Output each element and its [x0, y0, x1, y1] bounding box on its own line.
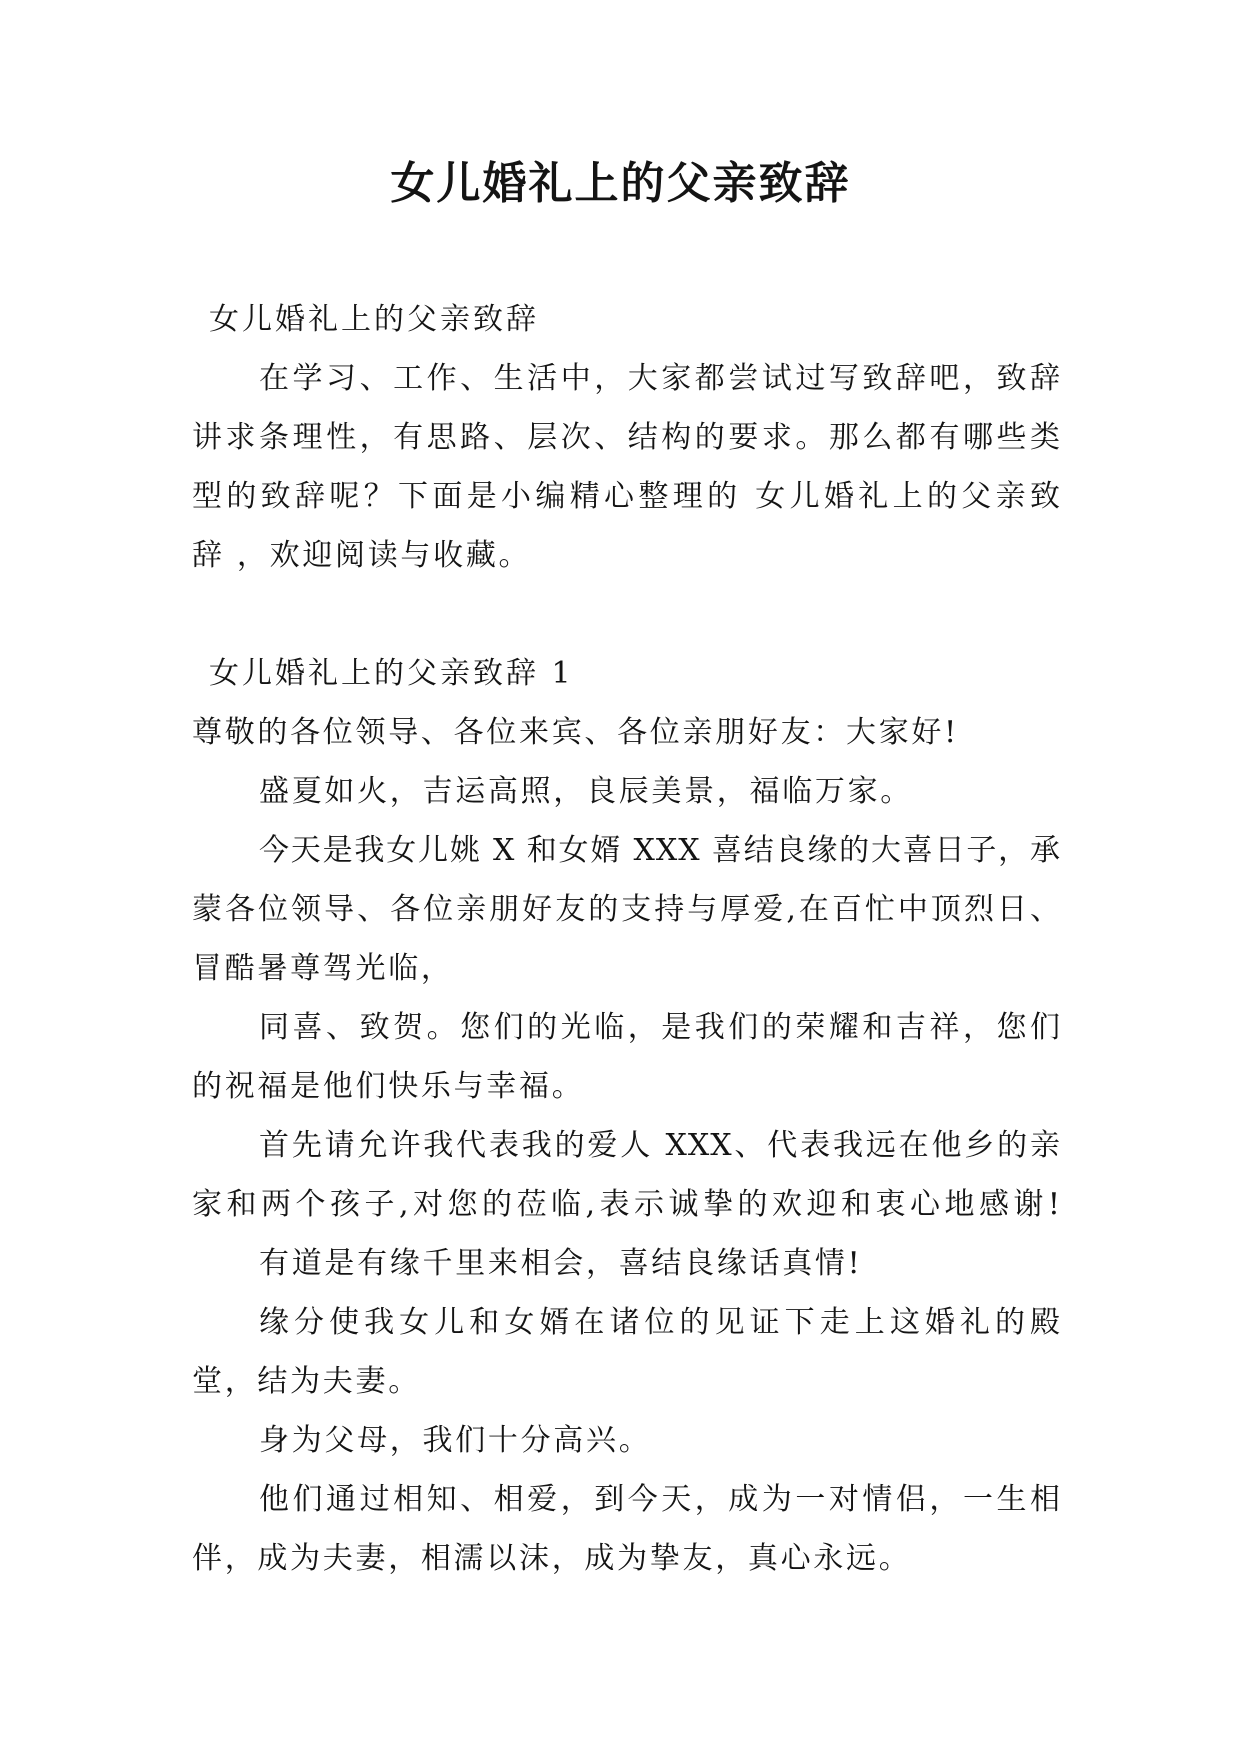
speech-paragraph [192, 1411, 1061, 1470]
paragraph-line: 伴，成为夫妻，相濡以沫，成为挚友，真心永远。 [192, 1541, 912, 1576]
speech-paragraph [192, 821, 1061, 998]
paragraph-line: 堂，结为夫妻。 [192, 1364, 421, 1399]
paragraph-line: 在学习、工作、生活中，大家都尝试过写致辞吧，致辞 [259, 361, 1061, 396]
speech-paragraph [192, 1234, 1061, 1293]
document-title: 女儿婚礼上的父亲致辞 [390, 158, 851, 209]
speech-paragraph [192, 1470, 1061, 1588]
paragraph-line: 缘分使我女儿和女婿在诸位的见证下走上这婚礼的殿 [259, 1305, 1061, 1340]
intro-heading: 女儿婚礼上的父亲致辞 [209, 302, 539, 337]
paragraph-line: 首先请允许我代表我的爱人 XXX、代表我远在他乡的亲 [259, 1128, 1061, 1163]
intro-paragraph [192, 349, 1061, 585]
paragraph-line: 身为父母，我们十分高兴。 [259, 1423, 652, 1458]
paragraph-line: 蒙各位领导、各位亲朋好友的支持与厚爱,在百忙中顶烈日、 [192, 892, 1061, 927]
speech-paragraph [192, 1293, 1061, 1411]
paragraph-line: 型的致辞呢？下面是小编精心整理的 女儿婚礼上的父亲致 [192, 479, 1061, 514]
paragraph-line: 讲求条理性，有思路、层次、结构的要求。那么都有哪些类 [192, 420, 1061, 455]
paragraph-line: 他们通过相知、相爱，到今天，成为一对情侣，一生相 [259, 1482, 1061, 1517]
speech-heading: 女儿婚礼上的父亲致辞 1 [209, 656, 574, 691]
paragraph-line: 家和两个孩子,对您的莅临,表示诚挚的欢迎和衷心地感谢! [192, 1187, 1061, 1222]
speech-paragraph [192, 1116, 1061, 1234]
speech-paragraph [192, 762, 1061, 821]
paragraph-line: 的祝福是他们快乐与幸福。 [192, 1069, 585, 1104]
blank-line [192, 585, 1061, 644]
paragraph-line: 有道是有缘千里来相会，喜结良缘话真情! [259, 1246, 863, 1281]
paragraph-line: 盛夏如火，吉运高照，良辰美景，福临万家。 [259, 774, 913, 809]
speech-greeting: 尊敬的各位领导、各位来宾、各位亲朋好友：大家好! [192, 715, 959, 750]
paragraph-line: 同喜、致贺。您们的光临，是我们的荣耀和吉祥，您们 [259, 1010, 1061, 1045]
paragraph-line: 辞 ，欢迎阅读与收藏。 [192, 538, 532, 573]
paragraph-line: 今天是我女儿姚 X 和女婿 XXX 喜结良缘的大喜日子，承 [259, 833, 1061, 868]
speech-paragraph [192, 998, 1061, 1116]
paragraph-line: 冒酷暑尊驾光临， [192, 951, 454, 986]
document-body [192, 290, 1061, 1588]
